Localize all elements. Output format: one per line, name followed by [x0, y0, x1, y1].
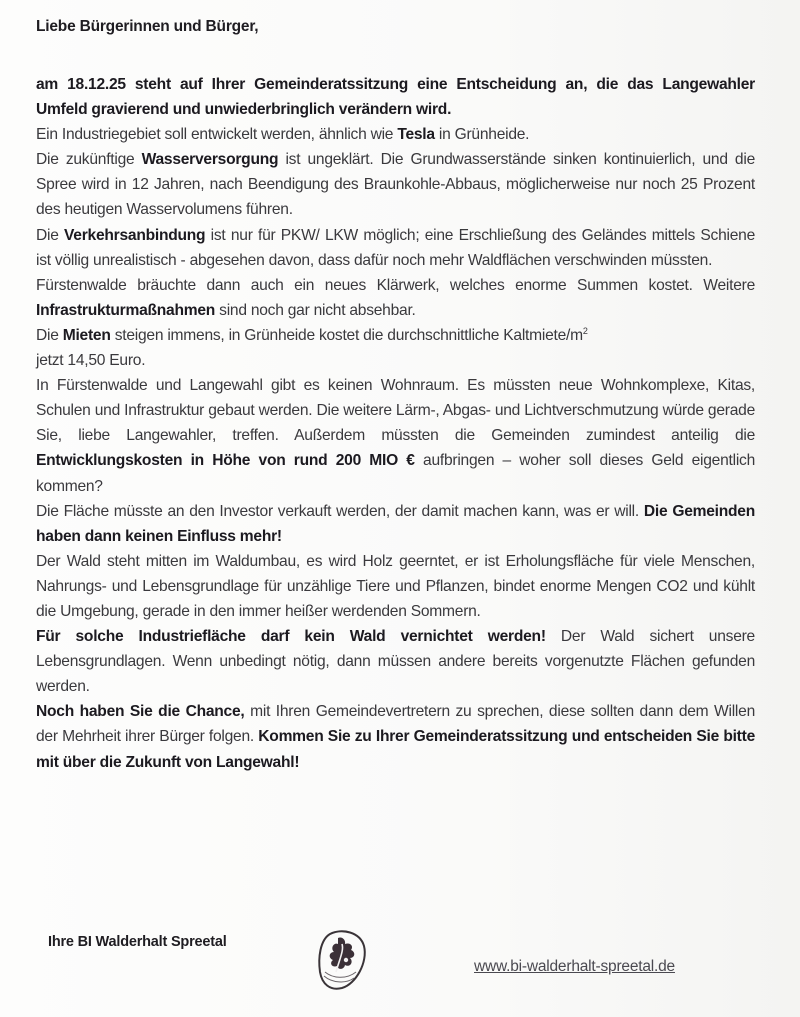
text: mit Ihren Gemeindevertretern zu sprechen, diese sollten dann dem Willen der Mehrheit ihrer Bürger folgen. — [36, 703, 755, 746]
paragraph-no-destruction — [36, 624, 755, 699]
emphasis-traffic: Verkehrsanbindung — [64, 226, 206, 244]
text: Ein Industriegebiet soll entwickelt werden, ähnlich wie — [36, 126, 398, 144]
paragraph-water-supply — [36, 147, 755, 222]
text: Die Fläche müsste an den Investor verkauft werden, der damit machen kann, was er will. — [36, 502, 644, 520]
emphasis-tesla: Tesla — [397, 126, 435, 144]
intro-paragraph: am 18.12.25 steht auf Ihrer Gemeinderatssitzung eine Entscheidung an, die das Langewahler Umfeld gravierend und unwiederbringlich verändern wird. — [36, 76, 755, 119]
text: jetzt 14,50 Euro. — [36, 352, 146, 370]
emphasis-chance: Noch haben Sie die Chance, — [36, 703, 245, 721]
paragraph-industrial-area — [36, 122, 755, 147]
text: ist nur für PKW/ LKW möglich; eine Erschließung des Geländes mittels Schiene ist völlig unrealistisch - abgesehen davon, dass dafür noch mehr Waldflächen verschwinden müssten. — [36, 226, 755, 269]
text: In Fürstenwalde und Langewahl gibt es keinen Wohnraum. Es müssten neue Wohnkomplexe, Kitas, Schulen und Infrastruktur gebaut werden. Die weitere Lärm-, Abgas- und Lichtverschmutzung würde gerade Sie, liebe Langewahler, treffen. Außerdem müssten die Gemeinden zumindest anteilig die — [36, 377, 755, 445]
emphasis-costs: Entwicklungskosten in Höhe von rund 200 MIO € — [36, 452, 415, 470]
paragraph-rents — [36, 323, 755, 373]
text: ist ungeklärt. Die Grundwasserstände sinken kontinuierlich, und die Spree wird in 12 Jahren, nach Beendigung des Braunkohle-Abbaus, möglicherweise nur noch 25 Prozent des heutigen Wasservolumens führen. — [36, 151, 755, 219]
paragraph-traffic — [36, 223, 755, 273]
emphasis-attend-meeting: Kommen Sie zu Ihrer Gemeinderatssitzung und entscheiden Sie bitte mit über die Zukunft von Langewahl! — [36, 728, 755, 771]
paragraph-housing — [36, 373, 755, 498]
emphasis-no-influence: Die Gemeinden haben dann keinen Einfluss mehr! — [36, 502, 755, 545]
text: steigen immens, in Grünheide kostet die durchschnittliche Kaltmiete/m — [110, 326, 583, 344]
emphasis-rents: Mieten — [62, 326, 111, 344]
emphasis-water-supply: Wasserversorgung — [141, 151, 279, 169]
emphasis-no-destruction: Für solche Industriefläche darf kein Wald vernichtet werden! — [36, 628, 546, 646]
paragraph-forest: Der Wald steht mitten im Waldumbau, es wird Holz geerntet, er ist Erholungsfläche für viele Menschen, Nahrungs- und Lebensgrundlage für unzählige Tiere und Pflanzen, bindet enorme Mengen CO2 und kühlt die Umgebung, gerade in den immer heißer werdenden Sommern. — [36, 552, 755, 620]
text: Fürstenwalde bräuchte dann auch ein neues Klärwerk, welches enorme Summen kostet. Weitere — [36, 276, 755, 294]
text: Die — [36, 226, 64, 244]
text: Die — [36, 326, 63, 344]
website-link[interactable]: www.bi-walderhalt-spreetal.de — [474, 958, 675, 975]
emphasis-infrastructure: Infrastrukturmaßnahmen — [36, 301, 216, 319]
superscript: 2 — [582, 325, 588, 336]
oak-leaf-emblem-icon — [316, 928, 368, 992]
text: in Grünheide. — [434, 126, 530, 144]
text: sind noch gar nicht absehbar. — [215, 301, 416, 319]
text: aufbringen – woher soll dieses Geld eigentlich kommen? — [36, 452, 756, 495]
paragraph-infrastructure — [36, 273, 755, 323]
paragraph-call-to-action — [36, 699, 755, 774]
letter-body — [36, 72, 755, 775]
text: Die zukünftige — [36, 151, 142, 169]
text: Der Wald sichert unsere Lebensgrundlagen. Wenn unbedingt nötig, dann müssen andere bereits vorgenutzte Flächen gefunden werden. — [36, 628, 755, 696]
paragraph-investor — [36, 499, 755, 549]
signature: Ihre BI Walderhalt Spreetal — [48, 934, 227, 950]
salutation: Liebe Bürgerinnen und Bürger, — [36, 18, 259, 35]
